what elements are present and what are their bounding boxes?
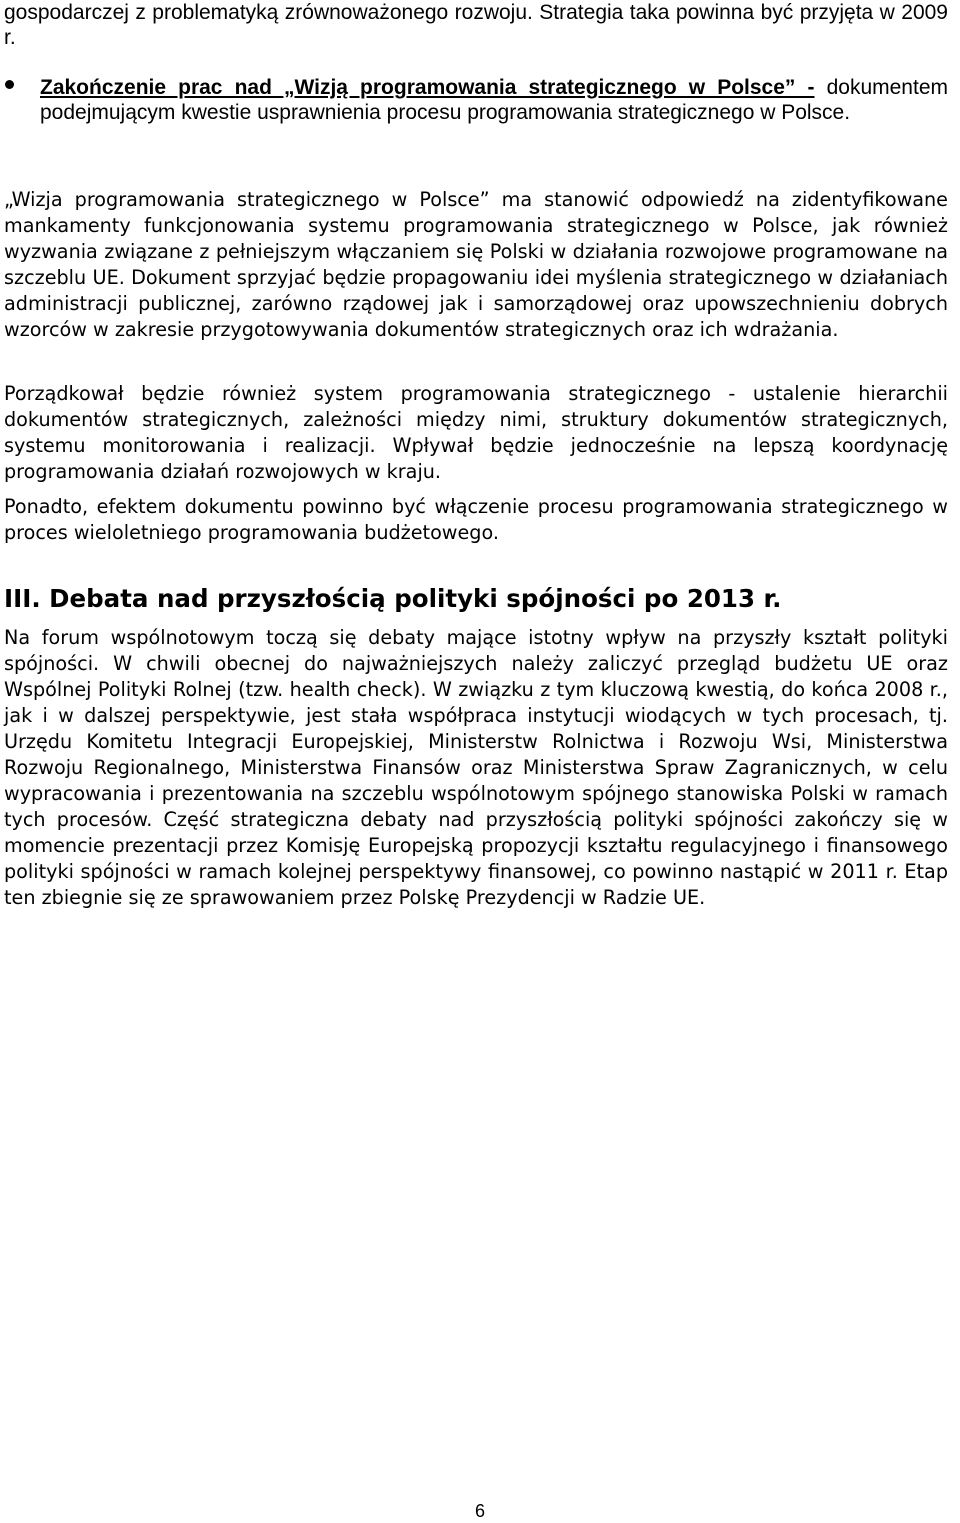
section-heading: III. Debata nad przyszłością polityki spójności po 2013 r. (4, 584, 782, 613)
page-number: 6 (474, 1501, 485, 1521)
paragraph-budget: Ponadto, efektem dokumentu powinno być włączenie procesu programowania strategicznego w proces wieloletniego programowania budżetowego. (4, 495, 948, 544)
paragraph-system: Porządkował będzie również system programowania strategicznego - ustalenie hierarchii dokumentów strategicznych, zależności między nimi, struktury dokumentów strategicznych, systemu monitorowania i realizacji. Wpływał będzie jednocześnie na lepszą koordynację programowania działań rozwojowych w kraju. (4, 382, 948, 483)
bullet-item (40, 75, 948, 125)
intro-paragraph: gospodarczej z problematyką zrównoważonego rozwoju. Strategia taka powinna być przyjęta w 2009 r. (4, 1, 948, 49)
bullet-title: Zakończenie prac nad „Wizją programowania strategicznego w Polsce” - (40, 76, 815, 99)
paragraph-vision: „Wizja programowania strategicznego w Polsce” ma stanowić odpowiedź na zidentyfikowane mankamenty funkcjonowania systemu programowania strategicznego w Polsce, jak również wyzwania związane z pełniejszym włączaniem się Polski w działania rozwojowe programowane na szczeblu UE. Dokument sprzyjać będzie propagowaniu idei myślenia strategicznego w działaniach administracji publicznej, zarówno rządowej jak i samorządowej oraz upowszechnieniu dobrych wzorców w zakresie przygotowywania dokumentów strategicznych oraz ich wdrażania. (4, 188, 948, 341)
bullet-marker (5, 80, 14, 89)
bullet-text: dokumentem podejmującym kwestie usprawnienia procesu programowania strategicznego w Polsce. (40, 76, 948, 124)
section-paragraph: Na forum wspólnotowym toczą się debaty mające istotny wpływ na przyszły kształt polityki spójności. W chwili obecnej do najważniejszych należy zaliczyć przegląd budżetu UE oraz Wspólnej Polityki Rolnej (tzw. health check). W związku z tym kluczową kwestią, do końca 2008 r., jak i w dalszej perspektywie, jest stała współpraca instytucji wiodących w tych procesach, tj. Urzędu Komitetu Integracji Europejskiej, Ministerstw Rolnictwa i Rozwoju Wsi, Ministerstwa Rozwoju Regionalnego, Ministerstwa Finansów oraz Ministerstwa Spraw Zagranicznych, w celu wypracowania i prezentowania na szczeblu wspólnotowym spójnego stanowiska Polski w ramach tych procesów. Część strategiczna debaty nad przyszłością polityki spójności zakończy się w momencie prezentacji przez Komisję Europejską propozycji kształtu regulacyjnego i finansowego polityki spójności w ramach kolejnej perspektywy finansowej, co powinno nastąpić w 2011 r. Etap ten zbiegnie się ze sprawowaniem przez Polskę Prezydencji w Radzie UE. (4, 626, 948, 909)
